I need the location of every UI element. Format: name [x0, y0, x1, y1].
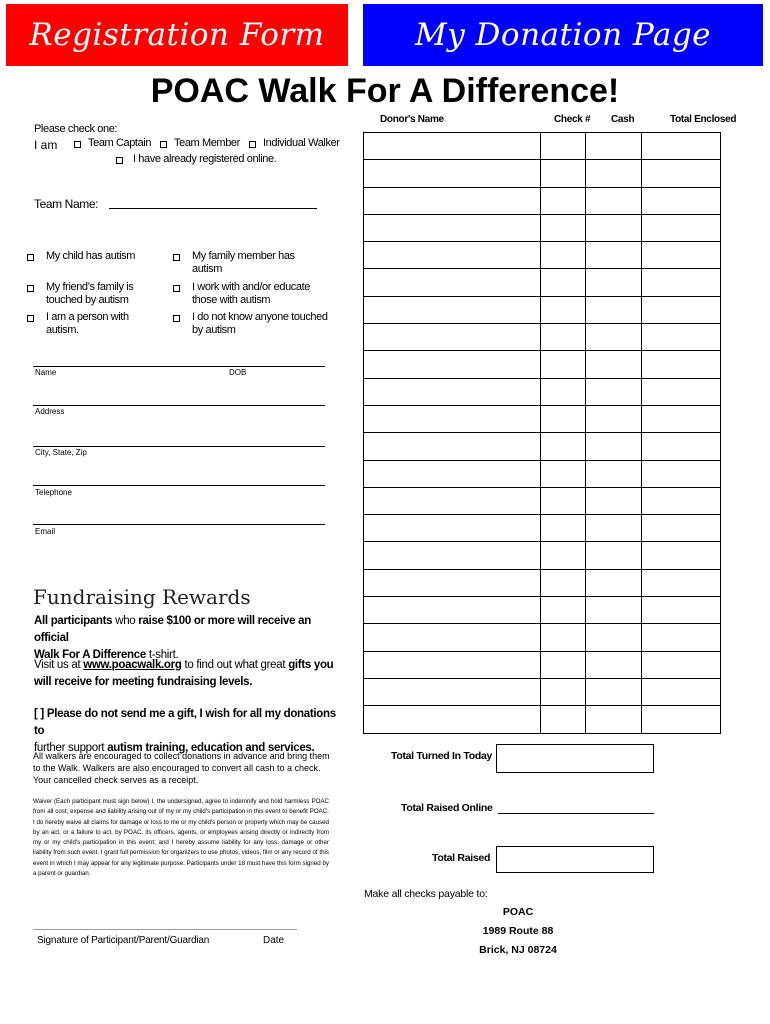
- option-none-label: I do not know anyone touched by autism: [192, 311, 328, 336]
- no-gift-text-b: further support: [34, 742, 105, 754]
- total-enclosed-cell[interactable]: [642, 624, 721, 650]
- cash-cell[interactable]: [586, 215, 642, 241]
- donation-page-banner[interactable]: [363, 4, 763, 66]
- donor-name-cell[interactable]: [364, 542, 541, 568]
- cash-cell[interactable]: [586, 488, 642, 514]
- team-captain-label: Team Captain: [88, 137, 152, 149]
- total-enclosed-cell[interactable]: [642, 706, 721, 732]
- city-state-zip-field[interactable]: [33, 446, 325, 447]
- total-enclosed-cell[interactable]: [642, 652, 721, 678]
- cash-cell[interactable]: [586, 679, 642, 705]
- walkers-note: All walkers are encouraged to collect donations in advance and bring them to the Walk. Walkers are also encouraged to convert all cash to a check. Your cancelled check serves as a receipt.: [33, 751, 330, 785]
- registration-form-banner[interactable]: [6, 4, 348, 66]
- donation-row: [364, 624, 721, 651]
- donor-name-cell[interactable]: [364, 269, 541, 295]
- visit-text-d: will receive for meeting fundraising levels.: [34, 676, 253, 688]
- donor-name-cell[interactable]: [364, 160, 541, 186]
- option-none-checkbox[interactable]: [173, 315, 180, 322]
- check-number-cell[interactable]: [541, 515, 586, 541]
- donor-name-cell[interactable]: [364, 379, 541, 405]
- cash-cell[interactable]: [586, 269, 642, 295]
- reward-text-b: who: [115, 615, 136, 627]
- fundraising-rewards-title: Fundraising Rewards: [33, 585, 251, 609]
- donation-row: [364, 379, 721, 406]
- check-number-cell[interactable]: [541, 188, 586, 214]
- option-family-label: My family member has autism: [192, 250, 295, 275]
- cash-cell[interactable]: [586, 406, 642, 432]
- donor-name-cell[interactable]: [364, 488, 541, 514]
- page-title: POAC Walk For A Difference!: [150, 72, 620, 110]
- donation-row: [364, 570, 721, 597]
- individual-walker-checkbox[interactable]: [249, 141, 256, 148]
- donation-page-label: My Donation Page: [414, 17, 712, 53]
- donor-name-cell[interactable]: [364, 297, 541, 323]
- cash-cell[interactable]: [586, 160, 642, 186]
- total-enclosed-cell[interactable]: [642, 133, 721, 159]
- cash-cell[interactable]: [586, 379, 642, 405]
- team-name-field[interactable]: [109, 208, 317, 209]
- check-number-cell[interactable]: [541, 406, 586, 432]
- signature-field[interactable]: [33, 929, 297, 930]
- visit-paragraph: [34, 657, 334, 691]
- cash-cell[interactable]: [586, 597, 642, 623]
- donation-row: [364, 406, 721, 433]
- cash-cell[interactable]: [586, 188, 642, 214]
- total-enclosed-cell[interactable]: [642, 242, 721, 268]
- donor-name-cell[interactable]: [364, 624, 541, 650]
- option-self-label: I am a person with autism.: [46, 311, 129, 336]
- total-enclosed-cell[interactable]: [642, 324, 721, 350]
- payee-city: Brick, NJ 08724: [479, 944, 557, 956]
- cash-cell[interactable]: [586, 324, 642, 350]
- check-number-cell[interactable]: [541, 570, 586, 596]
- option-educate-label: I work with and/or educate those with autism: [192, 281, 311, 306]
- total-enclosed-cell[interactable]: [642, 433, 721, 459]
- option-educate-checkbox[interactable]: [173, 285, 180, 292]
- donation-row: [364, 351, 721, 378]
- no-gift-text-a: [ ] Please do not send me a gift, I wish for all my donations to: [34, 708, 336, 737]
- cash-cell[interactable]: [586, 242, 642, 268]
- team-captain-checkbox[interactable]: [74, 141, 81, 148]
- check-number-cell[interactable]: [541, 242, 586, 268]
- registered-online-label: I have already registered online.: [133, 153, 277, 165]
- email-label: Email: [35, 527, 56, 536]
- donation-row: [364, 652, 721, 679]
- telephone-label: Telephone: [35, 488, 72, 497]
- donor-name-cell[interactable]: [364, 242, 541, 268]
- cash-cell[interactable]: [586, 706, 642, 732]
- visit-text-c: gifts you: [288, 659, 334, 671]
- cash-cell[interactable]: [586, 515, 642, 541]
- donor-name-cell[interactable]: [364, 679, 541, 705]
- check-one-label: Please check one:: [34, 123, 118, 135]
- check-number-cell[interactable]: [541, 652, 586, 678]
- date-label: Date: [263, 935, 285, 946]
- total-enclosed-cell[interactable]: [642, 570, 721, 596]
- donor-name-cell[interactable]: [364, 188, 541, 214]
- donor-name-cell[interactable]: [364, 652, 541, 678]
- total-raised-online-field[interactable]: [498, 813, 654, 814]
- donation-row: [364, 133, 721, 160]
- donation-row: [364, 433, 721, 460]
- total-enclosed-cell[interactable]: [642, 160, 721, 186]
- check-number-cell[interactable]: [541, 133, 586, 159]
- donor-name-cell[interactable]: [364, 351, 541, 377]
- team-member-label: Team Member: [174, 137, 240, 149]
- donation-row: [364, 488, 721, 515]
- total-enclosed-cell[interactable]: [642, 297, 721, 323]
- option-friend-label: My friend’s family is touched by autism: [46, 281, 134, 306]
- total-enclosed-cell[interactable]: [642, 269, 721, 295]
- cash-cell[interactable]: [586, 133, 642, 159]
- check-number-cell[interactable]: [541, 160, 586, 186]
- option-self-checkbox[interactable]: [27, 315, 34, 322]
- payee-name: POAC: [502, 906, 534, 918]
- total-enclosed-cell[interactable]: [642, 542, 721, 568]
- donor-name-cell[interactable]: [364, 433, 541, 459]
- donation-row: [364, 215, 721, 242]
- total-enclosed-cell[interactable]: [642, 488, 721, 514]
- telephone-field[interactable]: [33, 485, 325, 486]
- option-child-checkbox[interactable]: [27, 254, 34, 261]
- check-number-cell[interactable]: [541, 379, 586, 405]
- total-enclosed-cell[interactable]: [642, 461, 721, 487]
- total-enclosed-cell[interactable]: [642, 406, 721, 432]
- dob-label: DOB: [229, 368, 247, 377]
- check-number-cell[interactable]: [541, 297, 586, 323]
- donor-name-cell[interactable]: [364, 215, 541, 241]
- donor-name-cell[interactable]: [364, 461, 541, 487]
- total-enclosed-header: Total Enclosed: [670, 114, 737, 125]
- total-turned-in-field[interactable]: [496, 744, 654, 773]
- donation-row: [364, 188, 721, 215]
- total-enclosed-cell[interactable]: [642, 597, 721, 623]
- payable-label: Make all checks payable to:: [364, 888, 488, 900]
- cash-cell[interactable]: [586, 351, 642, 377]
- visit-text-b: to find out what great: [184, 659, 286, 671]
- total-enclosed-cell[interactable]: [642, 351, 721, 377]
- donation-table: [363, 132, 721, 734]
- donor-name-cell[interactable]: [364, 515, 541, 541]
- registration-form-label: Registration Form: [29, 17, 325, 53]
- option-child-label: My child has autism: [46, 250, 135, 262]
- cash-cell[interactable]: [586, 297, 642, 323]
- cash-cell[interactable]: [586, 433, 642, 459]
- donor-name-cell[interactable]: [364, 133, 541, 159]
- cash-cell[interactable]: [586, 652, 642, 678]
- total-raised-label: Total Raised: [432, 852, 491, 864]
- donation-row: [364, 542, 721, 569]
- check-number-cell[interactable]: [541, 351, 586, 377]
- check-number-cell[interactable]: [541, 597, 586, 623]
- donation-row: [364, 597, 721, 624]
- check-number-cell[interactable]: [541, 461, 586, 487]
- donation-row: [364, 324, 721, 351]
- poacwalk-link[interactable]: www.poacwalk.org: [83, 659, 182, 671]
- check-number-cell[interactable]: [541, 542, 586, 568]
- donation-row: [364, 706, 721, 733]
- cash-header: Cash: [611, 114, 635, 125]
- donor-name-header: Donor's Name: [380, 114, 444, 125]
- donation-row: [364, 515, 721, 542]
- donation-row: [364, 461, 721, 488]
- check-number-cell[interactable]: [541, 488, 586, 514]
- i-am-label: I am: [34, 138, 58, 152]
- cash-cell[interactable]: [586, 624, 642, 650]
- donor-name-cell[interactable]: [364, 324, 541, 350]
- registered-online-checkbox[interactable]: [116, 157, 123, 164]
- payee-street: 1989 Route 88: [482, 925, 554, 937]
- name-label: Name: [35, 368, 57, 377]
- address-label: Address: [35, 407, 65, 416]
- total-raised-online-label: Total Raised Online: [401, 802, 493, 814]
- total-enclosed-cell[interactable]: [642, 188, 721, 214]
- donation-row: [364, 297, 721, 324]
- reward-text-a: All participants: [34, 615, 113, 627]
- team-name-label: Team Name:: [34, 197, 99, 211]
- total-enclosed-cell[interactable]: [642, 679, 721, 705]
- check-number-cell[interactable]: [541, 433, 586, 459]
- total-turned-in-label: Total Turned In Today: [391, 750, 493, 762]
- option-friend-checkbox[interactable]: [27, 285, 34, 292]
- check-number-cell[interactable]: [541, 706, 586, 732]
- total-raised-field[interactable]: [496, 846, 654, 873]
- reward-text-c: raise $100 or more will receive an official: [34, 615, 311, 644]
- email-field[interactable]: [33, 524, 325, 525]
- donor-name-cell[interactable]: [364, 570, 541, 596]
- donation-row: [364, 269, 721, 296]
- name-dob-field[interactable]: [33, 366, 325, 367]
- cash-cell[interactable]: [586, 542, 642, 568]
- check-number-cell[interactable]: [541, 269, 586, 295]
- waiver-text: Waiver (Each participant must sign below) I, the undersigned, agree to indemnify and hold harmless POAC from all cost, expense and liability arising out of my or my child's participation in this event to benefit POAC. I do hereby waive all claims for damage or loss to me or my child's person or property which may be caused by an act, or a failure to act, by POAC, its officers, agents, or employees arising directly or indirectly from my or my child's participation in this event; and I hereby assume liability for any loss, damage or other liability from such event. I grant full permission for organizers to use photos, videos, film or any record of this event in which I may appear for any legitimate purpose. Participants under 18 must have this form signed by a parent or guardian.: [33, 798, 329, 878]
- donor-name-cell[interactable]: [364, 706, 541, 732]
- check-number-cell[interactable]: [541, 215, 586, 241]
- total-enclosed-cell[interactable]: [642, 215, 721, 241]
- total-enclosed-cell[interactable]: [642, 515, 721, 541]
- check-number-cell[interactable]: [541, 679, 586, 705]
- reward-text-e: t-shirt.: [148, 649, 179, 661]
- signature-label: Signature of Participant/Parent/Guardian: [37, 935, 210, 946]
- team-member-checkbox[interactable]: [160, 141, 167, 148]
- donation-row: [364, 242, 721, 269]
- total-enclosed-cell[interactable]: [642, 379, 721, 405]
- check-number-header: Check #: [554, 114, 591, 125]
- option-family-checkbox[interactable]: [173, 254, 180, 261]
- check-number-cell[interactable]: [541, 624, 586, 650]
- reward-text-d: Walk For A Difference: [34, 649, 146, 661]
- donation-row: [364, 160, 721, 187]
- individual-walker-label: Individual Walker: [263, 137, 340, 149]
- donation-row: [364, 679, 721, 706]
- donor-name-cell[interactable]: [364, 406, 541, 432]
- cash-cell[interactable]: [586, 570, 642, 596]
- visit-text-a: Visit us at: [34, 659, 81, 671]
- address-field[interactable]: [33, 405, 325, 406]
- cash-cell[interactable]: [586, 461, 642, 487]
- no-gift-text-c: autism training, education and services.: [107, 742, 315, 754]
- city-state-zip-label: City, State, Zip: [35, 448, 87, 457]
- check-number-cell[interactable]: [541, 324, 586, 350]
- donor-name-cell[interactable]: [364, 597, 541, 623]
